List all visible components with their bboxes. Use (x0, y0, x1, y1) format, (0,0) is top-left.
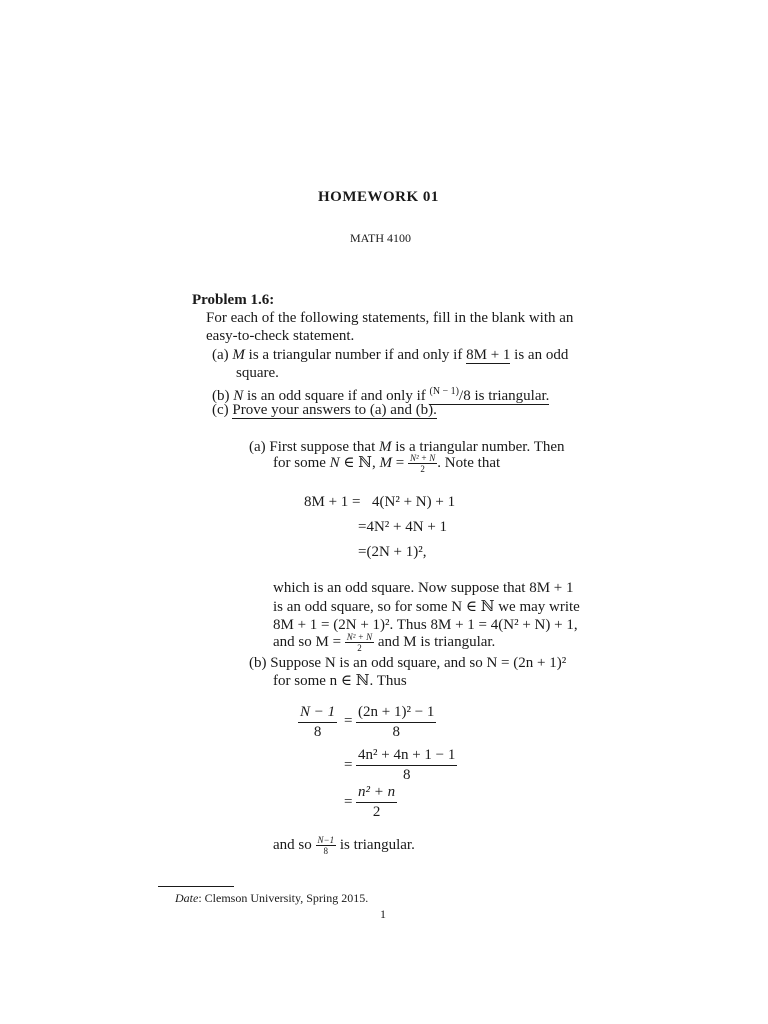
solution-a-para4-frac-den: 2 (357, 643, 362, 653)
b-eq-lhs-den: 8 (313, 724, 322, 740)
solution-b-line2: for some n ∈ ℕ. Thus (273, 673, 407, 689)
solution-a-para3: 8M + 1 = (2N + 1)². Thus 8M + 1 = 4(N² + N) + 1, (273, 617, 578, 633)
part-a-label: (a) (212, 347, 229, 363)
footnote-rule (158, 886, 234, 887)
b-eq1-rhs (356, 703, 436, 742)
part-b-blank-num: (N − 1) (429, 386, 460, 397)
part-a-text1: is a triangular number if and only if (248, 347, 463, 363)
b-eq2-equals: = (344, 757, 353, 773)
solution-a-para4 (273, 632, 495, 653)
part-b-label: (b) (212, 388, 230, 404)
b-eq1-equals: = (344, 713, 353, 729)
solution-b-end-den: 8 (323, 846, 329, 856)
part-b-text1: is an odd square if and only if (247, 388, 426, 404)
solution-a-frac-den: 2 (420, 464, 425, 474)
solution-b-end-pre: and so (273, 836, 312, 853)
solution-a-line2-post: . Note that (437, 454, 501, 471)
part-a-text2: is an odd (514, 347, 569, 363)
solution-a-line2-pre: for some (273, 454, 326, 471)
page-number: 1 (380, 907, 386, 921)
footnote-date-text: : Clemson University, Spring 2015. (198, 891, 369, 905)
page-title: HOMEWORK 01 (318, 189, 439, 205)
solution-a-line2: for some N ∈ ℕ, M = $\frac{\text{N² + N}}{2}$ . Note that (273, 453, 501, 474)
footnote-date-label: Date (175, 891, 199, 905)
problem-intro-line1: For each of the following statements, fill in the blank with an (206, 310, 574, 326)
b-eq3-den: 2 (372, 804, 381, 820)
solution-a-fraction (408, 453, 437, 474)
solution-a-text1: First suppose that (269, 439, 376, 455)
solution-a-para1: which is an odd square. Now suppose that 8M + 1 (273, 580, 574, 596)
solution-b-end-fraction (316, 835, 337, 856)
part-b-blank-den: 8 (463, 388, 471, 404)
eq1-lhs: 8M + 1 = (304, 494, 361, 510)
solution-b-line1 (249, 654, 566, 673)
problem-heading: Problem 1.6: (192, 292, 275, 308)
b-eq3-num: n² + n (356, 783, 397, 803)
part-a-blank: 8M + 1 (466, 347, 511, 363)
problem-part-a: (a) M is a triangular number if and only if 8M + 1 is an odd (212, 347, 569, 363)
problem-part-b: (b) N is an odd square if and only if $^{(N - 1)}$/8 is triangular. (212, 386, 550, 404)
solution-a-para4-fraction (345, 632, 374, 653)
course-code: MATH 4100 (350, 231, 412, 245)
b-eq1-num: (2n + 1)² − 1 (356, 703, 436, 723)
solution-a-para2: is an odd square, so for some N ∈ ℕ we may write (273, 599, 580, 615)
b-eq1-den: 8 (392, 724, 400, 740)
eq2-rhs: =4N² + 4N + 1 (358, 519, 448, 535)
b-eq3-rhs (356, 783, 397, 822)
b-eq2-den: 8 (402, 767, 411, 783)
part-c-label: (c) (212, 402, 229, 418)
part-c-text: Prove your answers to (a) and (b). (232, 402, 437, 418)
b-eq-lhs-num: N − 1 (298, 703, 337, 723)
solution-a-para4-post: and M is triangular. (377, 633, 496, 650)
b-eq3-equals: = (344, 794, 353, 810)
solution-a-line1: (a) First suppose that M is a triangular number. Then (249, 439, 565, 455)
footnote-date (175, 891, 368, 906)
solution-a-para4-frac-num: N² + N (346, 632, 373, 642)
problem-part-c (212, 401, 437, 420)
solution-b-conclusion (273, 835, 415, 856)
eq1-rhs: 4(N² + N) + 1 (372, 494, 456, 510)
solution-a-text1b: is a triangular number. Then (395, 439, 565, 455)
solution-b-label: (b) (249, 655, 267, 671)
problem-intro-line2: easy-to-check statement. (206, 328, 355, 344)
eq3-rhs: =(2N + 1)², (358, 544, 427, 560)
b-eq-lhs (298, 703, 337, 742)
part-b-blank: $^{(N - 1)}$/8 is triangular. (429, 386, 550, 404)
solution-b-end-post: is triangular. (339, 836, 415, 853)
b-eq2-rhs (356, 746, 457, 785)
solution-a-frac-num: N² + N (409, 453, 436, 463)
part-b-text2: is triangular. (474, 388, 550, 404)
solution-b-text1: Suppose N is an odd square, and so N = (2n + 1)² (270, 655, 567, 671)
solution-a-label: (a) (249, 439, 266, 455)
solution-b-end-num: N−1 (317, 835, 335, 845)
b-eq2-num: 4n² + 4n + 1 − 1 (356, 746, 457, 766)
part-a-text3: square. (236, 365, 279, 381)
solution-a-para4-pre: and so M = (273, 633, 342, 650)
